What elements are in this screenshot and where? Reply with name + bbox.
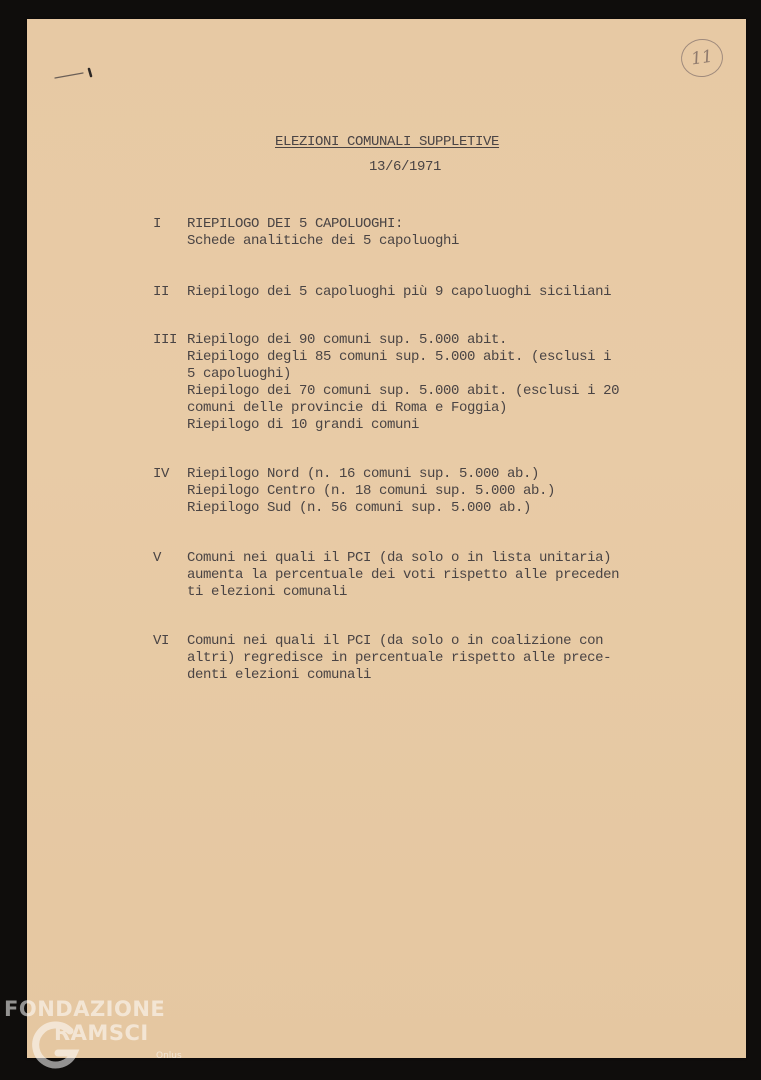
section-lines <box>187 216 459 250</box>
section-line: Riepilogo di 10 grandi comuni <box>187 417 420 433</box>
section-line: RIEPILOGO DEI 5 CAPOLUOGHI: <box>187 216 404 232</box>
section-numeral: I <box>153 216 162 232</box>
section-line: Comuni nei quali il PCI (da solo o in coalizione con <box>187 633 604 649</box>
section-line: Riepilogo dei 70 comuni sup. 5.000 abit. (esclusi i 20 <box>187 383 620 399</box>
section-numeral: V <box>153 550 162 566</box>
fondazione-gramsci-watermark <box>2 995 202 1075</box>
section-line: Riepilogo degli 85 comuni sup. 5.000 abit. (esclusi i <box>187 349 612 365</box>
section-numeral: VI <box>153 633 170 649</box>
section-lines <box>187 284 611 301</box>
watermark-line2: RAMSCI <box>54 1021 149 1045</box>
section-lines <box>187 550 619 601</box>
section-line: ti elezioni comunali <box>187 584 348 600</box>
section-line: altri) regredisce in percentuale rispetto alle prece- <box>187 650 612 666</box>
section-line: denti elezioni comunali <box>187 667 372 683</box>
section-numeral: IV <box>153 466 170 482</box>
section-lines <box>187 633 611 684</box>
section-line: aumenta la percentuale dei voti rispetto alle preceden <box>187 567 620 583</box>
section-line: comuni delle provincie di Roma e Foggia) <box>187 400 508 416</box>
watermark-small: Onlus <box>156 1051 182 1061</box>
section-line: Riepilogo Sud (n. 56 comuni sup. 5.000 ab.) <box>187 500 532 516</box>
section-line: Riepilogo Centro (n. 18 comuni sup. 5.000 ab.) <box>187 483 556 499</box>
section-numeral: II <box>153 284 170 300</box>
section-line: 5 capoluoghi) <box>187 366 292 382</box>
section-line: Comuni nei quali il PCI (da solo o in lista unitaria) <box>187 550 612 566</box>
document-title: ELEZIONI COMUNALI SUPPLETIVE <box>275 134 500 150</box>
section-line: Schede analitiche dei 5 capoluoghi <box>187 233 460 249</box>
watermark-line1: FONDAZIONE <box>4 997 166 1021</box>
section-line: Riepilogo Nord (n. 16 comuni sup. 5.000 ab.) <box>187 466 540 482</box>
document-page <box>27 19 746 1058</box>
section-lines <box>187 466 555 517</box>
section-lines <box>187 332 619 434</box>
section-line: Riepilogo dei 5 capoluoghi più 9 capoluoghi siciliani <box>187 284 612 300</box>
page-number: 11 <box>679 36 726 79</box>
section-numeral: III <box>153 332 178 348</box>
section-line: Riepilogo dei 90 comuni sup. 5.000 abit. <box>187 332 508 348</box>
document-date: 13/6/1971 <box>369 159 442 175</box>
pencil-mark-icon <box>53 67 97 81</box>
